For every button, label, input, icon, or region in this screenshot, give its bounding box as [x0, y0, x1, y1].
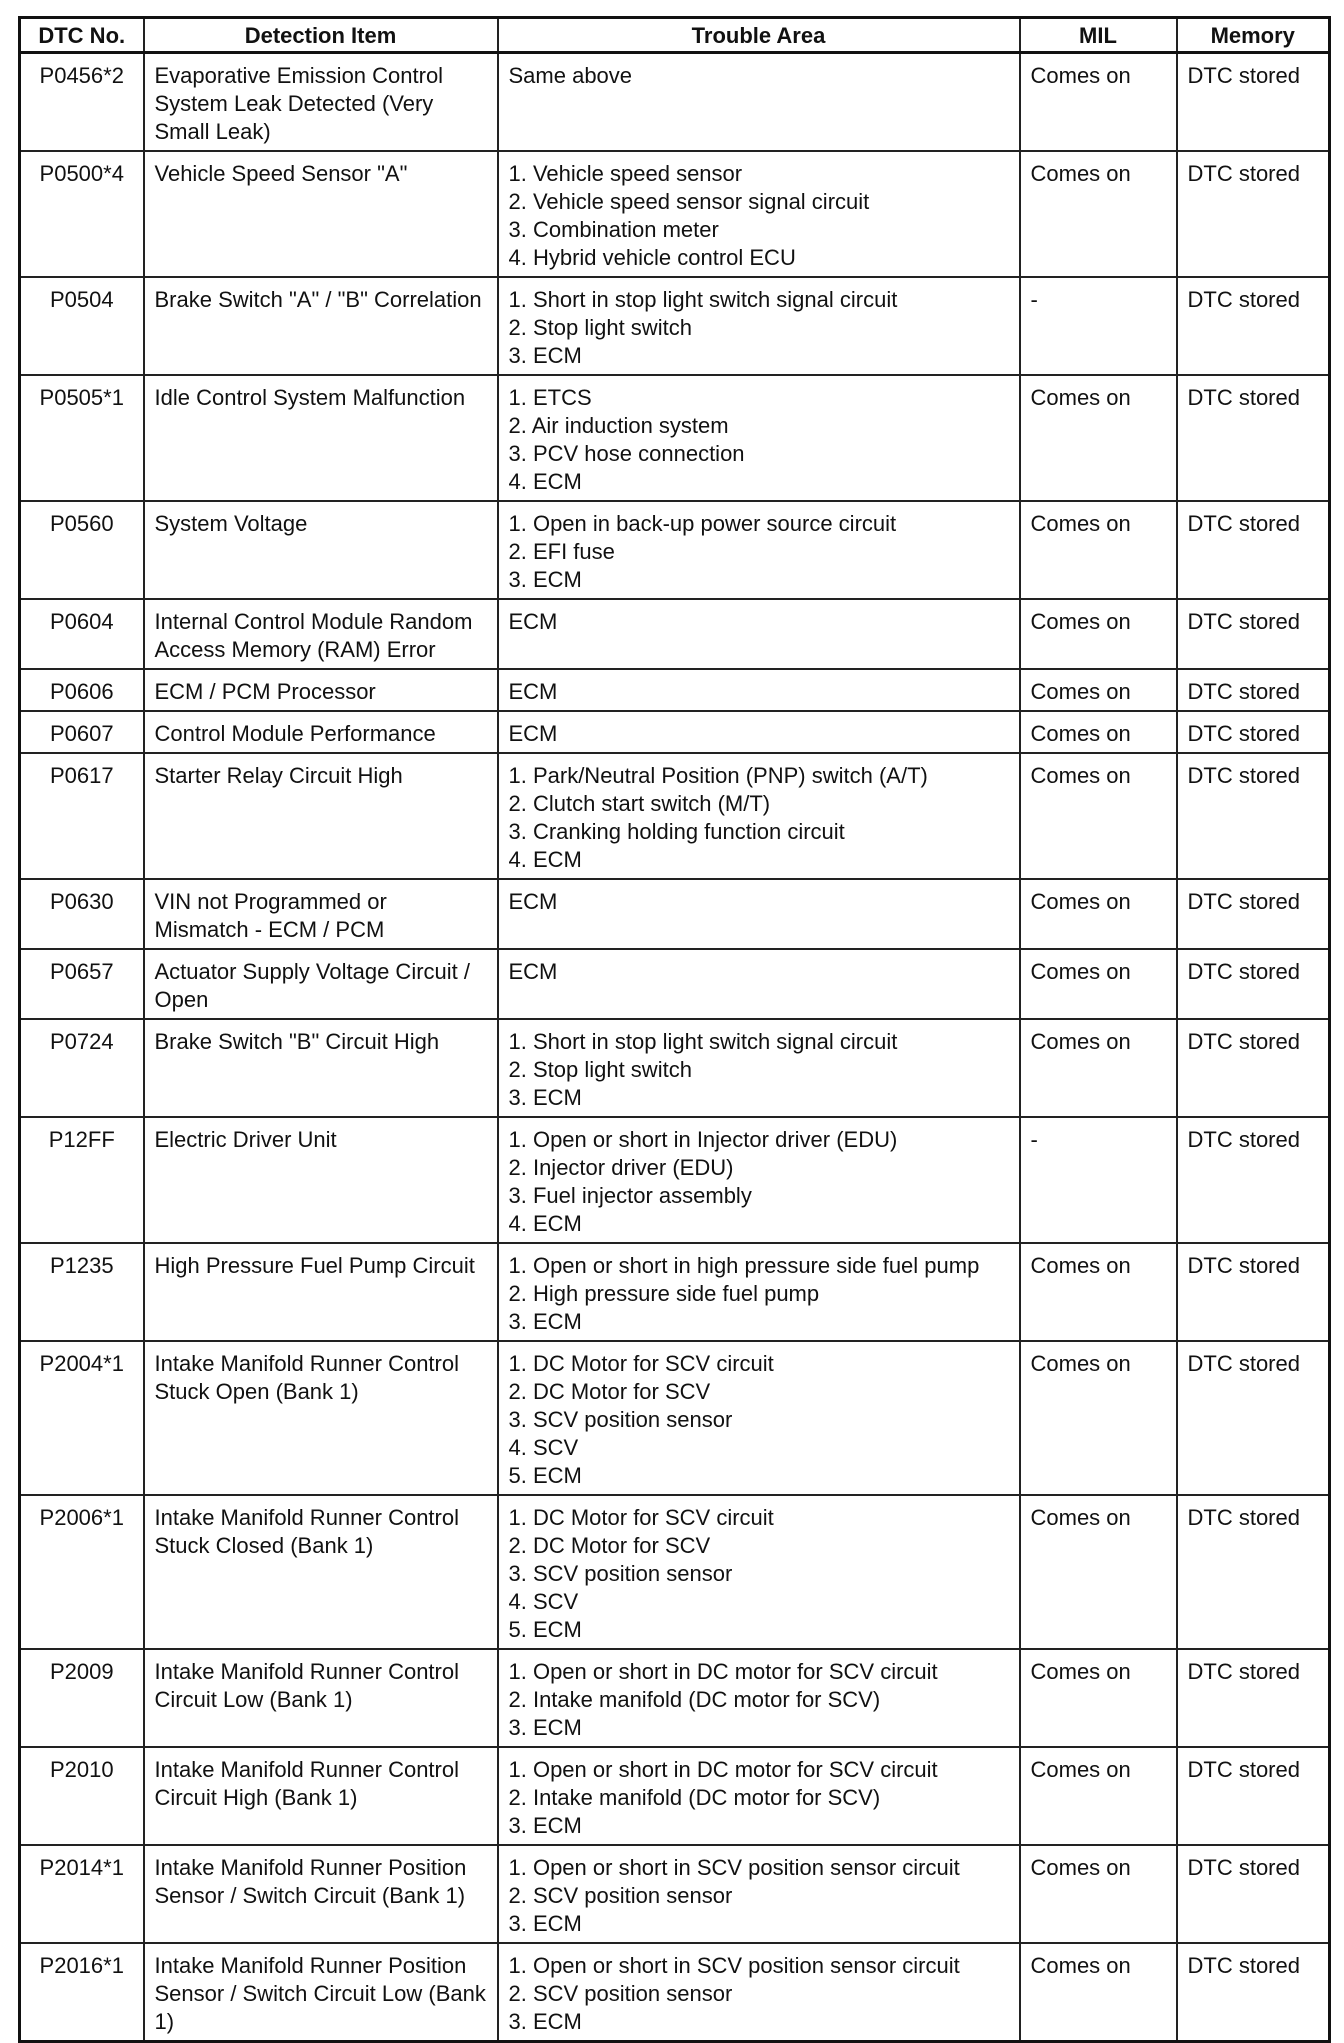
trouble-area-cell — [498, 501, 1020, 599]
detection-item-cell: Control Module Performance — [144, 711, 498, 753]
table-row — [20, 151, 1330, 277]
dtc-code-cell: P0630 — [20, 879, 144, 949]
dtc-code-cell: P0607 — [20, 711, 144, 753]
detection-item-cell: System Voltage — [144, 501, 498, 599]
trouble-area-cell — [498, 1845, 1020, 1943]
memory-cell: DTC stored — [1177, 277, 1330, 375]
dtc-code-cell: P0724 — [20, 1019, 144, 1117]
header-detection-item: Detection Item — [144, 18, 498, 53]
table-row — [20, 1117, 1330, 1243]
dtc-code-cell: P2016*1 — [20, 1943, 144, 2042]
table-row — [20, 949, 1330, 1019]
memory-cell: DTC stored — [1177, 753, 1330, 879]
trouble-area-cell — [498, 1495, 1020, 1649]
table-row — [20, 375, 1330, 501]
trouble-area-line: 4. ECM — [508, 469, 582, 494]
trouble-area-line: 2. Stop light switch — [508, 1057, 692, 1082]
dtc-code-cell: P0657 — [20, 949, 144, 1019]
trouble-area-line: 2. DC Motor for SCV — [508, 1533, 711, 1558]
detection-item-cell: Intake Manifold Runner Control Stuck Open (Bank 1) — [144, 1341, 498, 1495]
trouble-area-line: 1. DC Motor for SCV circuit — [508, 1351, 774, 1376]
trouble-area-line: 1. Park/Neutral Position (PNP) switch (A/T) — [508, 763, 928, 788]
trouble-area-line: 2. SCV position sensor — [508, 1883, 733, 1908]
trouble-area-line: 4. SCV — [508, 1435, 579, 1460]
trouble-area-line: 5. ECM — [508, 1463, 582, 1488]
dtc-code-cell: P2006*1 — [20, 1495, 144, 1649]
dtc-code-cell: P0560 — [20, 501, 144, 599]
trouble-area-line: 1. Open in back-up power source circuit — [508, 511, 897, 536]
trouble-area-line: 1. Open or short in Injector driver (EDU) — [508, 1127, 898, 1152]
trouble-area-line: 2. Stop light switch — [508, 315, 692, 340]
mil-cell: Comes on — [1020, 1243, 1177, 1341]
table-header — [20, 18, 1330, 53]
trouble-area-line: 1. Open or short in DC motor for SCV circuit — [508, 1659, 938, 1684]
trouble-area-line: 1. Short in stop light switch signal circuit — [508, 287, 898, 312]
trouble-area-line: 5. ECM — [508, 1617, 582, 1642]
mil-cell: Comes on — [1020, 1019, 1177, 1117]
mil-cell: Comes on — [1020, 949, 1177, 1019]
memory-cell: DTC stored — [1177, 1649, 1330, 1747]
trouble-area-line: 1. Vehicle speed sensor — [508, 161, 743, 186]
trouble-area-cell — [498, 151, 1020, 277]
detection-item-cell: Brake Switch "B" Circuit High — [144, 1019, 498, 1117]
detection-item-cell: Intake Manifold Runner Position Sensor / Switch Circuit (Bank 1) — [144, 1845, 498, 1943]
memory-cell: DTC stored — [1177, 1243, 1330, 1341]
trouble-area-line: 2. EFI fuse — [508, 539, 615, 564]
trouble-area-cell — [498, 1341, 1020, 1495]
trouble-area-cell — [498, 375, 1020, 501]
memory-cell: DTC stored — [1177, 599, 1330, 669]
table-body — [20, 53, 1330, 2042]
trouble-area-cell — [498, 1243, 1020, 1341]
trouble-area-line: 3. ECM — [508, 567, 582, 592]
trouble-area-line: 3. SCV position sensor — [508, 1561, 733, 1586]
mil-cell: Comes on — [1020, 1649, 1177, 1747]
trouble-area-cell — [498, 1649, 1020, 1747]
memory-cell: DTC stored — [1177, 1495, 1330, 1649]
mil-cell: Comes on — [1020, 1747, 1177, 1845]
trouble-area-cell — [498, 1019, 1020, 1117]
mil-cell: Comes on — [1020, 1845, 1177, 1943]
memory-cell: DTC stored — [1177, 1845, 1330, 1943]
trouble-area-cell — [498, 53, 1020, 152]
table-row — [20, 501, 1330, 599]
trouble-area-line: 3. SCV position sensor — [508, 1407, 733, 1432]
memory-cell: DTC stored — [1177, 1341, 1330, 1495]
trouble-area-line: 3. ECM — [508, 1715, 582, 1740]
mil-cell: Comes on — [1020, 1341, 1177, 1495]
trouble-area-line: ECM — [508, 609, 558, 634]
detection-item-cell: Intake Manifold Runner Control Stuck Closed (Bank 1) — [144, 1495, 498, 1649]
trouble-area-line: 2. SCV position sensor — [508, 1981, 733, 2006]
memory-cell: DTC stored — [1177, 711, 1330, 753]
memory-cell: DTC stored — [1177, 501, 1330, 599]
memory-cell: DTC stored — [1177, 879, 1330, 949]
dtc-code-cell: P0500*4 — [20, 151, 144, 277]
mil-cell: Comes on — [1020, 151, 1177, 277]
dtc-code-cell: P0456*2 — [20, 53, 144, 152]
trouble-area-line: 2. Intake manifold (DC motor for SCV) — [508, 1687, 881, 1712]
mil-cell: Comes on — [1020, 1943, 1177, 2042]
detection-item-cell: Evaporative Emission Control System Leak Detected (Very Small Leak) — [144, 53, 498, 152]
memory-cell: DTC stored — [1177, 1943, 1330, 2042]
trouble-area-line: 3. ECM — [508, 1309, 582, 1334]
table-row — [20, 53, 1330, 152]
mil-cell: Comes on — [1020, 1495, 1177, 1649]
dtc-code-cell: P0505*1 — [20, 375, 144, 501]
dtc-code-cell: P0504 — [20, 277, 144, 375]
trouble-area-line: 1. Open or short in high pressure side fuel pump — [508, 1253, 980, 1278]
mil-cell: Comes on — [1020, 753, 1177, 879]
memory-cell: DTC stored — [1177, 53, 1330, 152]
mil-cell: Comes on — [1020, 711, 1177, 753]
table-row — [20, 753, 1330, 879]
mil-cell: Comes on — [1020, 599, 1177, 669]
table-row — [20, 1019, 1330, 1117]
dtc-code-cell: P2004*1 — [20, 1341, 144, 1495]
memory-cell: DTC stored — [1177, 949, 1330, 1019]
dtc-code-cell: P0604 — [20, 599, 144, 669]
trouble-area-line: ECM — [508, 721, 558, 746]
detection-item-cell: Idle Control System Malfunction — [144, 375, 498, 501]
trouble-area-cell — [498, 1747, 1020, 1845]
trouble-area-line: 1. Short in stop light switch signal circuit — [508, 1029, 898, 1054]
trouble-area-line: 3. ECM — [508, 1813, 582, 1838]
table-row — [20, 879, 1330, 949]
detection-item-cell: Internal Control Module Random Access Memory (RAM) Error — [144, 599, 498, 669]
trouble-area-cell — [498, 753, 1020, 879]
trouble-area-line: ECM — [508, 889, 558, 914]
trouble-area-line: 2. Vehicle speed sensor signal circuit — [508, 189, 870, 214]
dtc-code-cell: P12FF — [20, 1117, 144, 1243]
table-row — [20, 1649, 1330, 1747]
trouble-area-line: 2. DC Motor for SCV — [508, 1379, 711, 1404]
header-dtc-no: DTC No. — [20, 18, 144, 53]
table-row — [20, 1495, 1330, 1649]
trouble-area-line: 3. PCV hose connection — [508, 441, 745, 466]
table-row — [20, 599, 1330, 669]
trouble-area-line: 3. ECM — [508, 343, 582, 368]
memory-cell: DTC stored — [1177, 1019, 1330, 1117]
detection-item-cell: Intake Manifold Runner Control Circuit High (Bank 1) — [144, 1747, 498, 1845]
dtc-code-cell: P2014*1 — [20, 1845, 144, 1943]
detection-item-cell: High Pressure Fuel Pump Circuit — [144, 1243, 498, 1341]
trouble-area-line: 3. Combination meter — [508, 217, 719, 242]
trouble-area-cell — [498, 599, 1020, 669]
trouble-area-line: 4. Hybrid vehicle control ECU — [508, 245, 796, 270]
header-trouble-area: Trouble Area — [498, 18, 1020, 53]
table-row — [20, 1747, 1330, 1845]
memory-cell: DTC stored — [1177, 1117, 1330, 1243]
detection-item-cell: Electric Driver Unit — [144, 1117, 498, 1243]
trouble-area-line: 3. Fuel injector assembly — [508, 1183, 752, 1208]
trouble-area-line: 1. Open or short in DC motor for SCV circuit — [508, 1757, 938, 1782]
mil-cell: Comes on — [1020, 375, 1177, 501]
detection-item-cell: Brake Switch "A" / "B" Correlation — [144, 277, 498, 375]
table-row — [20, 711, 1330, 753]
trouble-area-line: 3. ECM — [508, 1911, 582, 1936]
trouble-area-line: 3. ECM — [508, 2009, 582, 2034]
mil-cell: - — [1020, 277, 1177, 375]
header-memory: Memory — [1177, 18, 1330, 53]
dtc-table — [18, 16, 1331, 2043]
trouble-area-line: 1. Open or short in SCV position sensor circuit — [508, 1855, 960, 1880]
detection-item-cell: ECM / PCM Processor — [144, 669, 498, 711]
table-row — [20, 669, 1330, 711]
trouble-area-line: 2. Injector driver (EDU) — [508, 1155, 734, 1180]
detection-item-cell: Intake Manifold Runner Control Circuit Low (Bank 1) — [144, 1649, 498, 1747]
trouble-area-line: 3. Cranking holding function circuit — [508, 819, 845, 844]
mil-cell: - — [1020, 1117, 1177, 1243]
trouble-area-line: 2. Intake manifold (DC motor for SCV) — [508, 1785, 881, 1810]
detection-item-cell: Vehicle Speed Sensor "A" — [144, 151, 498, 277]
dtc-code-cell: P2010 — [20, 1747, 144, 1845]
memory-cell: DTC stored — [1177, 375, 1330, 501]
trouble-area-cell — [498, 669, 1020, 711]
header-row — [20, 18, 1330, 53]
trouble-area-line: 4. ECM — [508, 847, 582, 872]
mil-cell: Comes on — [1020, 501, 1177, 599]
table-row — [20, 1845, 1330, 1943]
trouble-area-cell — [498, 879, 1020, 949]
table-row — [20, 1341, 1330, 1495]
trouble-area-cell — [498, 1117, 1020, 1243]
trouble-area-line: 3. ECM — [508, 1085, 582, 1110]
dtc-code-cell: P0617 — [20, 753, 144, 879]
table-row — [20, 1943, 1330, 2042]
trouble-area-line: 1. Open or short in SCV position sensor circuit — [508, 1953, 960, 1978]
detection-item-cell: Intake Manifold Runner Position Sensor / Switch Circuit Low (Bank 1) — [144, 1943, 498, 2042]
table-row — [20, 1243, 1330, 1341]
trouble-area-line: 2. Clutch start switch (M/T) — [508, 791, 771, 816]
memory-cell: DTC stored — [1177, 669, 1330, 711]
header-mil: MIL — [1020, 18, 1177, 53]
memory-cell: DTC stored — [1177, 1747, 1330, 1845]
trouble-area-cell — [498, 277, 1020, 375]
mil-cell: Comes on — [1020, 53, 1177, 152]
trouble-area-line: 4. ECM — [508, 1211, 582, 1236]
mil-cell: Comes on — [1020, 669, 1177, 711]
detection-item-cell: Actuator Supply Voltage Circuit / Open — [144, 949, 498, 1019]
trouble-area-cell — [498, 1943, 1020, 2042]
trouble-area-line: ECM — [508, 679, 558, 704]
memory-cell: DTC stored — [1177, 151, 1330, 277]
mil-cell: Comes on — [1020, 879, 1177, 949]
dtc-code-cell: P0606 — [20, 669, 144, 711]
dtc-code-cell: P1235 — [20, 1243, 144, 1341]
trouble-area-line: 2. High pressure side fuel pump — [508, 1281, 820, 1306]
detection-item-cell: VIN not Programmed or Mismatch - ECM / PCM — [144, 879, 498, 949]
table-row — [20, 277, 1330, 375]
trouble-area-line: 1. DC Motor for SCV circuit — [508, 1505, 774, 1530]
trouble-area-line: Same above — [508, 63, 633, 88]
trouble-area-line: 4. SCV — [508, 1589, 579, 1614]
dtc-code-cell: P2009 — [20, 1649, 144, 1747]
trouble-area-line: 2. Air induction system — [508, 413, 729, 438]
trouble-area-line: ECM — [508, 959, 558, 984]
trouble-area-line: 1. ETCS — [508, 385, 592, 410]
detection-item-cell: Starter Relay Circuit High — [144, 753, 498, 879]
trouble-area-cell — [498, 949, 1020, 1019]
trouble-area-cell — [498, 711, 1020, 753]
